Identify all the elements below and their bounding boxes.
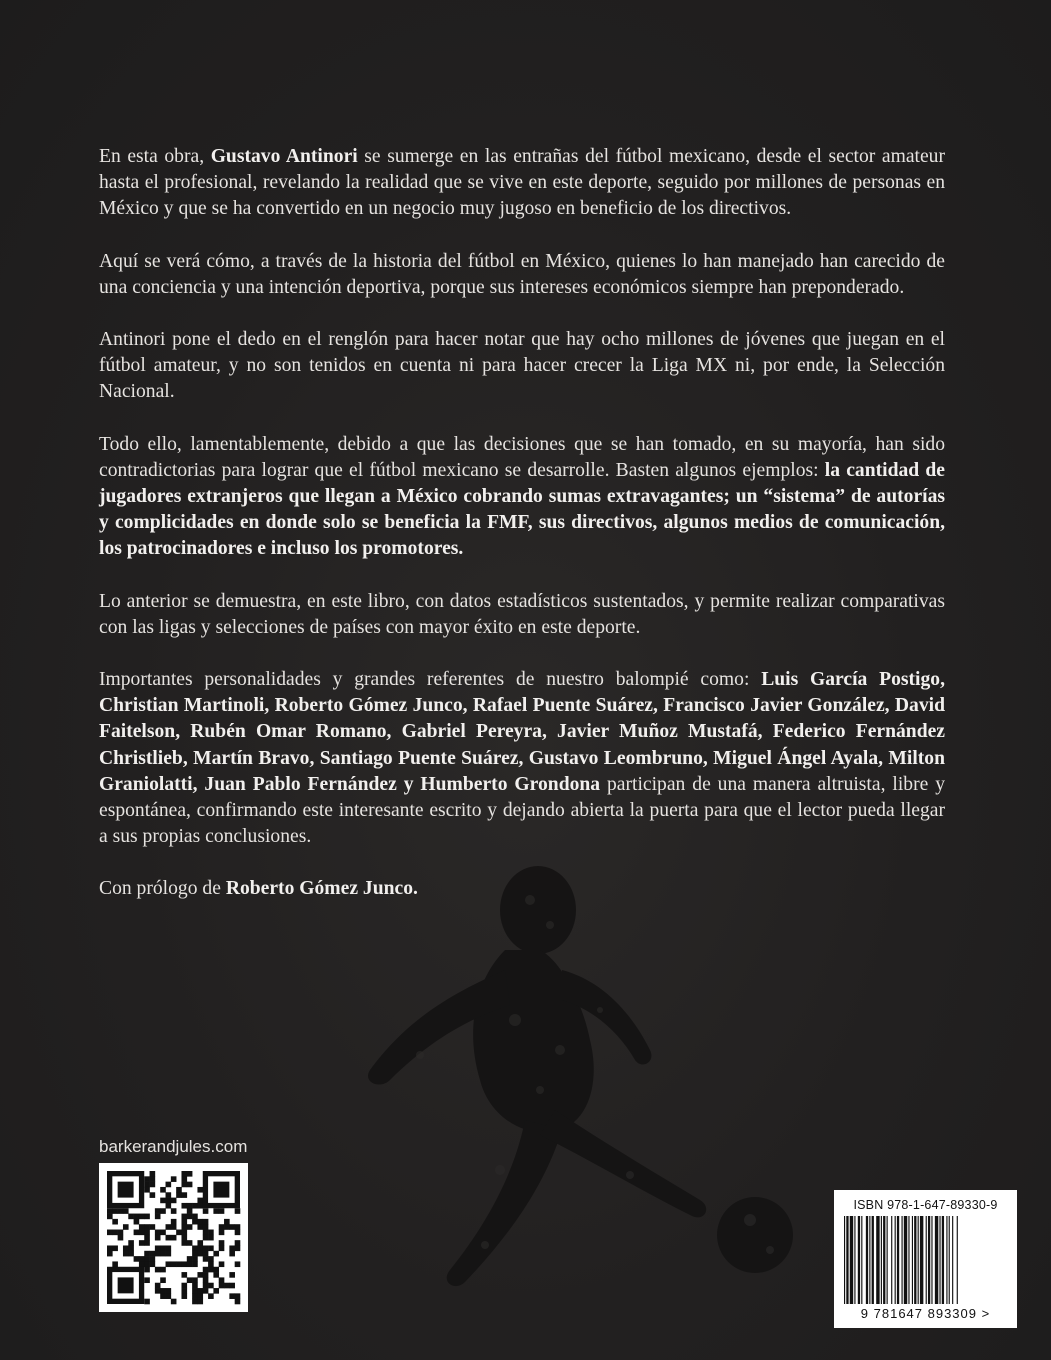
back-cover-text: [99, 144, 945, 929]
paragraph-5: [99, 589, 945, 641]
body-text: Aquí se verá cómo, a través de la historia del fútbol en México, quienes lo han manejado han carecido de una conciencia y una intención deportiva, porque sus intereses económicos siempre han preponderado.: [99, 250, 945, 298]
bold-text: Luis García Postigo, Christian Martinoli, Roberto Gómez Junco, Rafael Puente Suárez, Francisco Javier González, David Faitelson, Rubén Omar Romano, Gabriel Pereyra, Javier Muñoz Mustafá, Federico Fernández Christlieb, Martín Bravo, Santiago Puente Suárez, Gustavo Leombruno, Miguel Ángel Ayala, Milton Graniolatti, Juan Pablo Fernández y Humberto Grondona: [99, 669, 945, 795]
paragraph-6: [99, 667, 945, 850]
qr-code-icon[interactable]: [99, 1163, 248, 1312]
body-text: Importantes personalidades y grandes referentes de nuestro balompié como:: [99, 669, 762, 691]
body-text: Lo anterior se demuestra, en este libro, con datos estadísticos sustentados, y permite realizar comparativas con las ligas y selecciones de países con mayor éxito en este deporte.: [99, 590, 945, 638]
bold-text: Gustavo Antinori: [210, 146, 358, 167]
isbn-label: ISBN 978-1-647-89330-9: [853, 1198, 998, 1212]
body-text: participan de una manera altruista, libre y espontánea, confirmando este interesante escrito y dejando abierta la puerta para que el lector pueda llegar a sus propias conclusiones.: [99, 773, 946, 848]
paragraph-2: [99, 249, 945, 301]
paragraph-7: [99, 876, 945, 902]
barcode-icon: [844, 1216, 1007, 1304]
body-text: Todo ello, lamentablemente, debido a que las decisiones que se han tomado, en su mayoría, han sido contradictorias para lograr que el fútbol mexicano se desarrolle. Basten algunos ejemplos:: [99, 433, 945, 481]
paragraph-1: [99, 144, 945, 223]
paragraph-3: [99, 327, 945, 406]
bold-text: la cantidad de jugadores extranjeros que llegan a México cobrando sumas extravagantes; un “sistema” de autorías y complicidades en donde solo se beneficia la FMF, sus directivos, algunos medios de comunicación, los patrocinadores e incluso los promotores.: [99, 459, 945, 560]
body-text: Antinori pone el dedo en el renglón para hacer notar que hay ocho millones de jóvenes que juegan en el fútbol amateur, y no son tenidos en cuenta ni para hacer crecer la Liga MX ni, por ende, la Selección Nacional.: [99, 329, 945, 403]
body-text: En esta obra,: [99, 146, 211, 167]
barcode-digits: 9 781647 893309 >: [860, 1306, 991, 1321]
publisher-website[interactable]: barkerandjules.com: [99, 1137, 248, 1156]
body-text: se sumerge en las entrañas del fútbol mexicano, desde el sector amateur hasta el profesional, revelando la realidad que se vive en este deporte, seguido por millones de personas en México y que se ha convertido en un negocio muy jugoso en beneficio de los directivos.: [99, 146, 945, 220]
bold-text: Roberto Gómez Junco.: [225, 878, 418, 900]
body-text: Con prólogo de: [99, 878, 226, 900]
isbn-barcode: [834, 1190, 1017, 1328]
paragraph-4: [99, 432, 945, 563]
